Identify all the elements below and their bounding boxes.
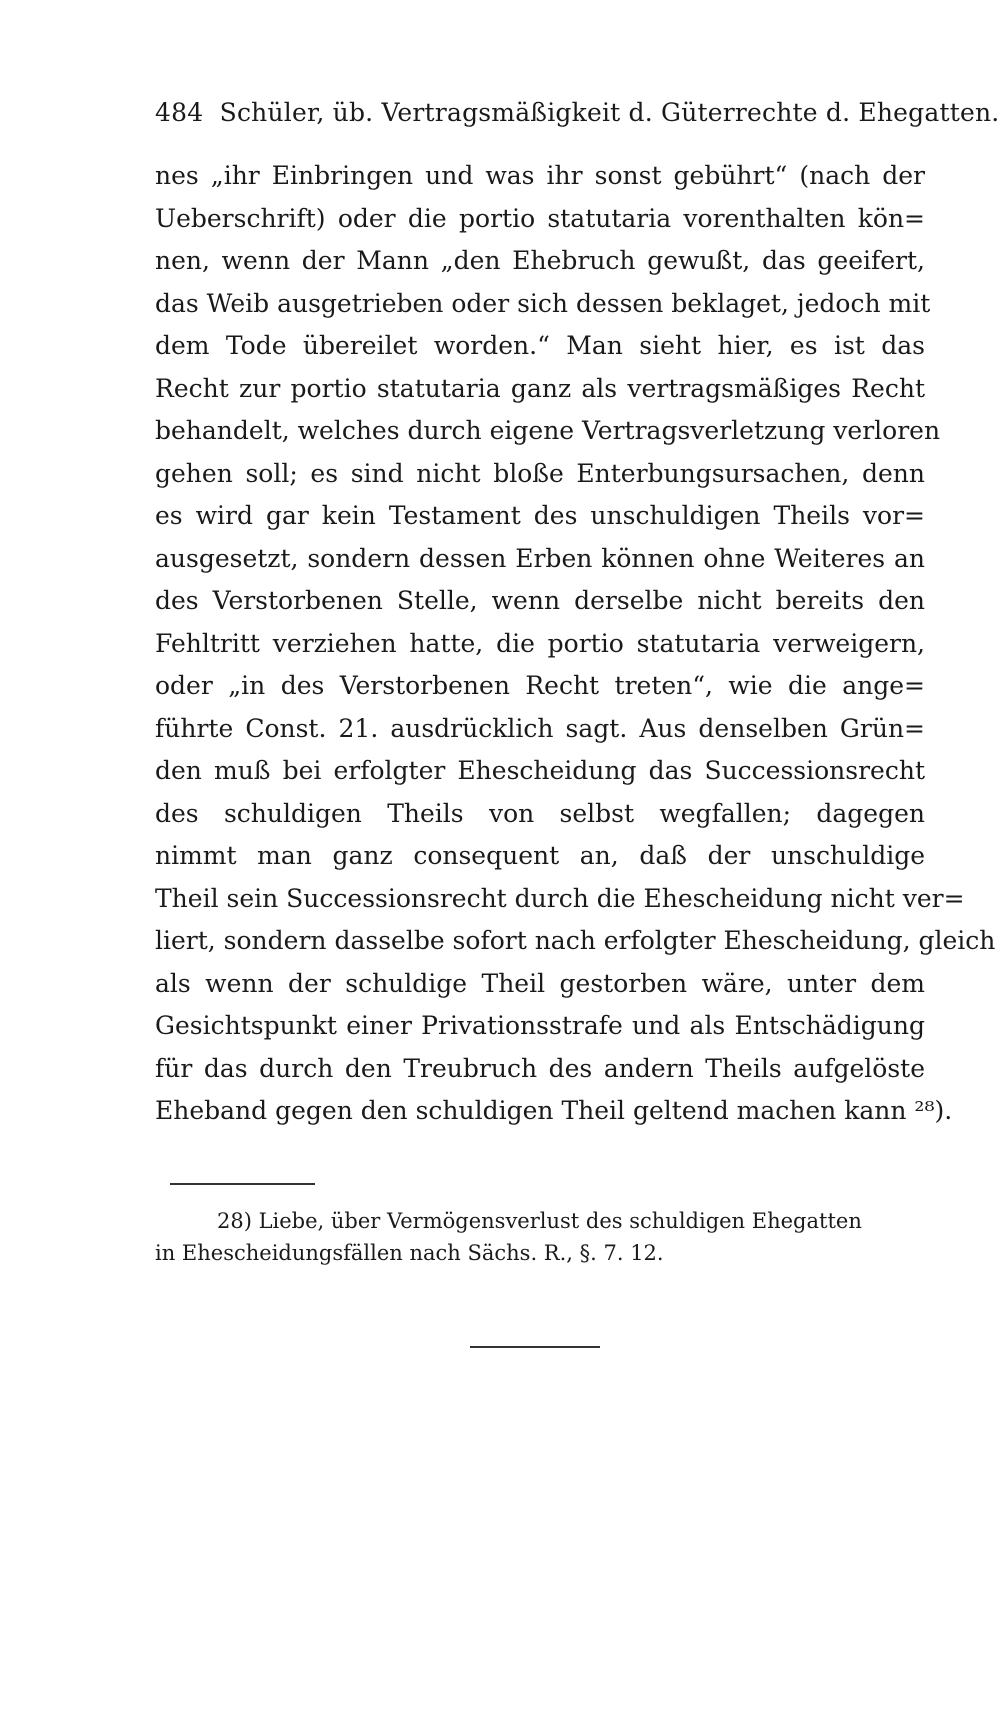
text-line: Theil sein Successionsrecht durch die Ehescheidung nicht ver= — [155, 883, 965, 913]
text-line: als wenn der schuldige Theil gestorben wäre, unter dem — [155, 968, 925, 998]
footnotes — [155, 1205, 925, 1269]
text-line: behandelt, welches durch eigene Vertragsverletzung verloren — [155, 416, 941, 445]
text-line: führte Const. 21. ausdrücklich sagt. Aus denselben Grün= — [155, 713, 925, 743]
text-line: des schuldigen Theils von selbst wegfallen; dagegen — [155, 798, 925, 828]
text-line: gehen soll; es sind nicht bloße Enterbungsursachen, denn — [155, 458, 925, 488]
running-title-text: Schüler, üb. Vertragsmäßigkeit d. Güterrechte d. Ehegatten. — [219, 98, 1000, 127]
footnote-line: 28) Liebe, über Vermögensverlust des schuldigen Ehegatten — [217, 1209, 862, 1233]
text-line: nes „ihr Einbringen und was ihr sonst gebührt“ (nach der — [155, 161, 925, 190]
text-line: nimmt man ganz consequent an, daß der unschuldige — [155, 841, 925, 870]
running-header — [155, 98, 1000, 127]
footnote-line: in Ehescheidungsfällen nach Sächs. R., §. 7. 12. — [155, 1241, 664, 1265]
text-line: ausgesetzt, sondern dessen Erben können ohne Weiteres an — [155, 543, 925, 573]
running-title — [211, 98, 219, 127]
footnote-divider — [170, 1183, 315, 1185]
text-line: das Weib ausgetrieben oder sich dessen beklaget, jedoch mit — [155, 288, 931, 318]
text-line: Fehltritt verziehen hatte, die portio statutaria verweigern, — [155, 628, 925, 658]
main-paragraph — [155, 155, 996, 1133]
text-line: Ueberschrift) oder die portio statutaria vorenthalten kön= — [155, 203, 925, 233]
text-line: es wird gar kein Testament des unschuldigen Theils vor= — [155, 501, 925, 530]
text-line: des Verstorbenen Stelle, wenn derselbe nicht bereits den — [155, 586, 925, 615]
text-line: Gesichtspunkt einer Privationsstrafe und als Entschädigung — [155, 1011, 925, 1040]
text-line: oder „in des Verstorbenen Recht treten“, wie die ange= — [155, 671, 925, 700]
text-line: Eheband gegen den schuldigen Theil geltend machen kann ²⁸). — [155, 1096, 953, 1125]
section-end-rule — [470, 1346, 600, 1348]
page-number: 484 — [155, 98, 204, 127]
text-line: liert, sondern dasselbe sofort nach erfolgter Ehescheidung, gleich — [155, 926, 996, 955]
text-line: Recht zur portio statutaria ganz als vertragsmäßiges Recht — [155, 373, 925, 403]
text-line: den muß bei erfolgter Ehescheidung das Successionsrecht — [155, 756, 925, 785]
text-line: dem Tode übereilet worden.“ Man sieht hier, es ist das — [155, 331, 925, 360]
text-line: nen, wenn der Mann „den Ehebruch gewußt, das geeifert, — [155, 246, 925, 275]
text-line: für das durch den Treubruch des andern Theils aufgelöste — [155, 1053, 925, 1083]
